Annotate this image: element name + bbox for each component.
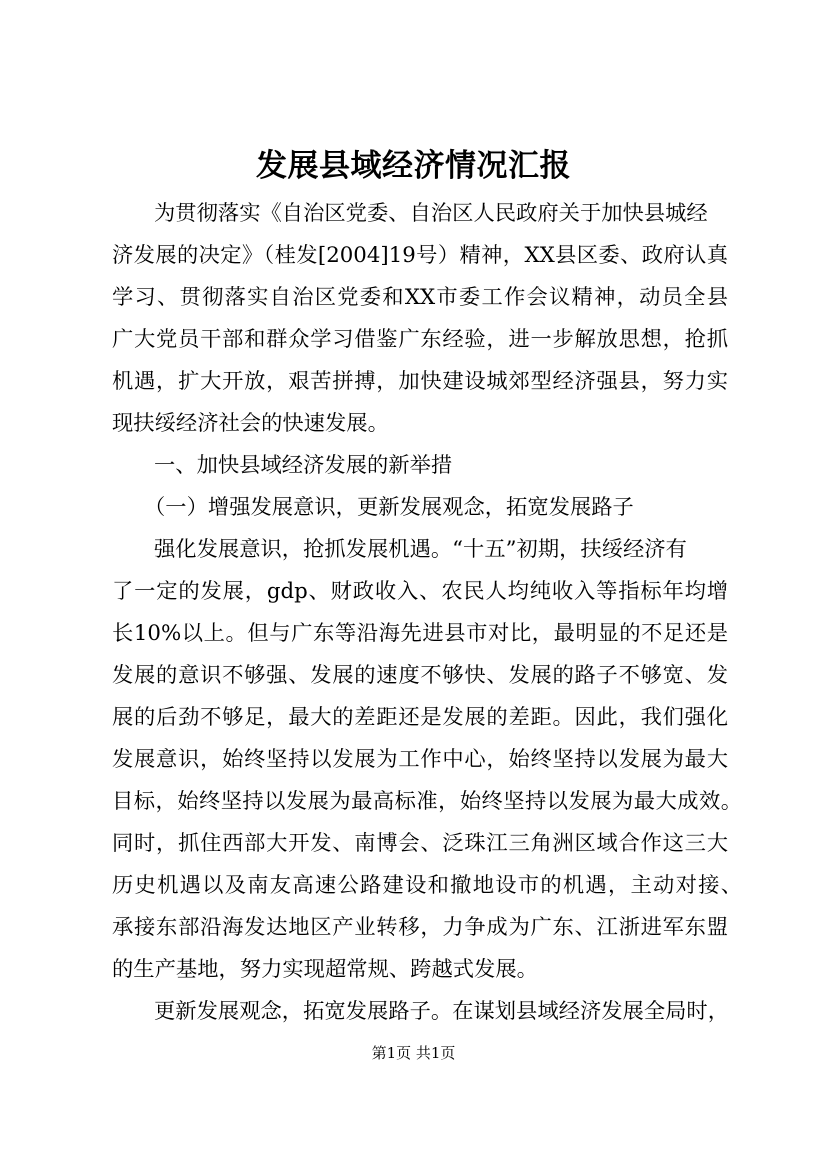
document-title: 发展县域经济情况汇报 bbox=[256, 148, 571, 184]
paragraph-line: 展的后劲不够足，最大的差距还是发展的差距。因此，我们强化 bbox=[112, 705, 728, 730]
paragraph-line: 目标，始终坚持以发展为最高标准，始终坚持以发展为最大成效。 bbox=[112, 789, 742, 814]
paragraph-line: 承接东部沿海发达地区产业转移，力争成为广东、江浙进军东盟 bbox=[112, 915, 728, 940]
paragraph-line: 机遇，扩大开放，艰苦拼搏，加快建设城郊型经济强县，努力实 bbox=[112, 369, 728, 394]
paragraph-line: 历史机遇以及南友高速公路建设和撤地设市的机遇，主动对接、 bbox=[112, 873, 742, 898]
paragraph-line: 的生产基地，努力实现超常规、跨越式发展。 bbox=[112, 957, 538, 982]
paragraph-line: 现扶绥经济社会的快速发展。 bbox=[112, 411, 389, 436]
page-number-footer: 第1页 共1页 bbox=[371, 1044, 456, 1062]
paragraph-line: 发展的意识不够强、发展的速度不够快、发展的路子不够宽、发 bbox=[112, 663, 728, 688]
paragraph-line: 为贯彻落实《自治区党委、自治区人民政府关于加快县城经 bbox=[154, 201, 708, 226]
paragraph-line: 发展意识，始终坚持以发展为工作中心，始终坚持以发展为最大 bbox=[112, 747, 728, 772]
paragraph-line: 了一定的发展，gdp、财政收入、农民人均纯收入等指标年均增 bbox=[112, 579, 728, 604]
subsection-heading: （一）增强发展意识，更新发展观念，拓宽发展路子 bbox=[144, 495, 634, 520]
paragraph-line: 济发展的决定》（桂发[2004]19号）精神，XX县区委、政府认真 bbox=[112, 243, 728, 268]
paragraph-line: 强化发展意识，抢抓发展机遇。“十五”初期，扶绥经济有 bbox=[154, 537, 687, 562]
paragraph-line: 更新发展观念，拓宽发展路子。在谋划县域经济发展全局时， bbox=[154, 999, 730, 1024]
paragraph-line: 学习、贯彻落实自治区党委和XX市委工作会议精神，动员全县 bbox=[112, 285, 728, 310]
section-heading: 一、加快县域经济发展的新举措 bbox=[154, 453, 453, 478]
paragraph-line: 长10%以上。但与广东等沿海先进县市对比，最明显的不足还是 bbox=[112, 621, 728, 646]
paragraph-line: 广大党员干部和群众学习借鉴广东经验，进一步解放思想，抢抓 bbox=[112, 327, 728, 352]
paragraph-line: 同时，抓住西部大开发、南博会、泛珠江三角洲区域合作这三大 bbox=[112, 831, 728, 856]
